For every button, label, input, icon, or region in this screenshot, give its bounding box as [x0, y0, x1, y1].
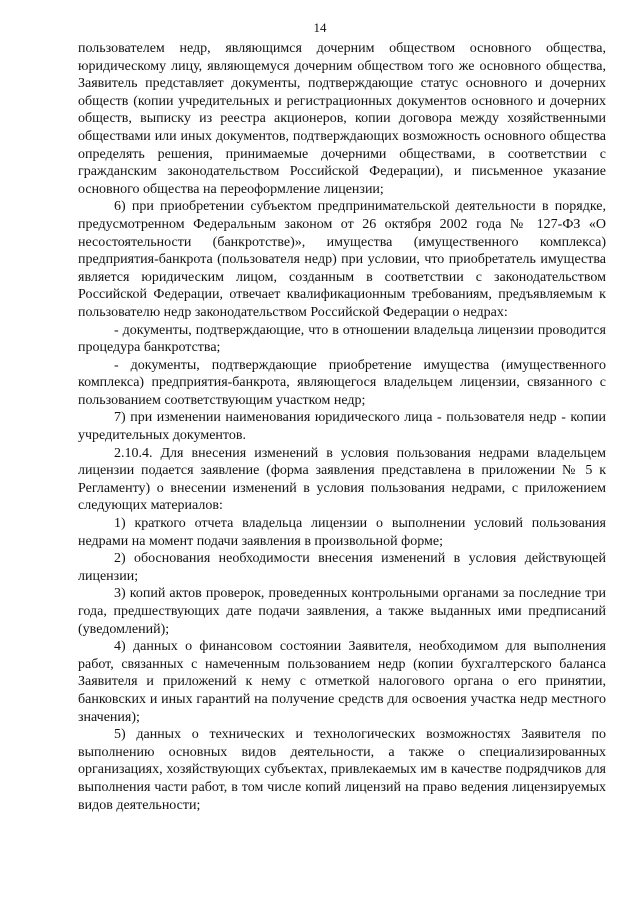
paragraph-bankruptcy-documents: - документы, подтверждающие, что в отношении владельца лицензии проводится процедура банкротства; [78, 322, 606, 356]
paragraph-continuation: пользователем недр, являющимся дочерним обществом основного общества, юридическому лицу, являющемуся дочерним обществом того же основного общества, Заявитель представляет документы, подтверждающие статус основного и дочерних обществ (копии учредительных и регистрационных документов основного и дочерних обществ, выписку из реестра акционеров, копии договора между хозяйственными обществами или иных документов, подтверждающих возможность основного общества определять решения, принимаемые дочерними обществами, в соответствии с гражданским законодательством Российской Федерации), и письменное указание основного общества на переоформление лицензии; [78, 41, 606, 197]
paragraph-section-2-10-4: 2.10.4. Для внесения изменений в условия пользования недрами владельцем лицензии подается заявление (форма заявления представлена в приложении № 5 к Регламенту) о внесении изменений в условия пользования недрами, с приложением следующих материалов: [78, 445, 606, 514]
paragraph-list-item-1: 1) краткого отчета владельца лицензии о выполнении условий пользования недрами на момент подачи заявления в произвольной форме; [78, 516, 606, 549]
paragraph-list-item-5: 5) данных о технических и технологических возможностях Заявителя по выполнению основных видов деятельности, а также о специализированных организациях, хозяйствующих субъектах, привлекаемых им в качестве подрядчиков для выполнения части работ, в том числе копий лицензий на право ведения лицензируемых видов деятельности; [78, 727, 606, 813]
paragraph-list-item-4: 4) данных о финансовом состоянии Заявителя, необходимом для выполнения работ, связанных с намеченным пользованием недр (копии бухгалтерского баланса Заявителя и приложений к нему с отметкой налогового органа о его принятии, банковских и иных гарантий на получение средств для освоения участка недр местного значения); [78, 639, 606, 725]
paragraph-list-item-2: 2) обоснования необходимости внесения изменений в условия действующей лицензии; [78, 551, 606, 584]
paragraph-acquisition-documents: - документы, подтверждающие приобретение имущества (имущественного комплекса) предприятия-банкрота, являющегося владельцем лицензии, связанного с пользованием соответствующим участком недр; [78, 357, 606, 408]
paragraph-item-7: 7) при изменении наименования юридического лица - пользователя недр - копии учредительных документов. [78, 410, 606, 444]
paragraph-list-item-3: 3) копий актов проверок, проведенных контрольными органами за последние три года, предшествующих дате подачи заявления, а также выданных ими предписаний (уведомлений); [78, 586, 606, 637]
paragraph-item-6: 6) при приобретении субъектом предпринимательской деятельности в порядке, предусмотренном Федеральным законом от 26 октября 2002 года № 127-ФЗ «О несостоятельности (банкротстве)», имущества (имущественного комплекса) предприятия-банкрота (пользователя недр) при условии, что приобретатель имущества является юридическим лицом, созданным в соответствии с законодательством Российской Федерации, отвечает квалификационным требованиям, предъявляемым к пользователю недр законодательством Российской Федерации о недрах: [78, 199, 606, 320]
document-body [78, 40, 606, 814]
page-number: 14 [313, 20, 327, 35]
